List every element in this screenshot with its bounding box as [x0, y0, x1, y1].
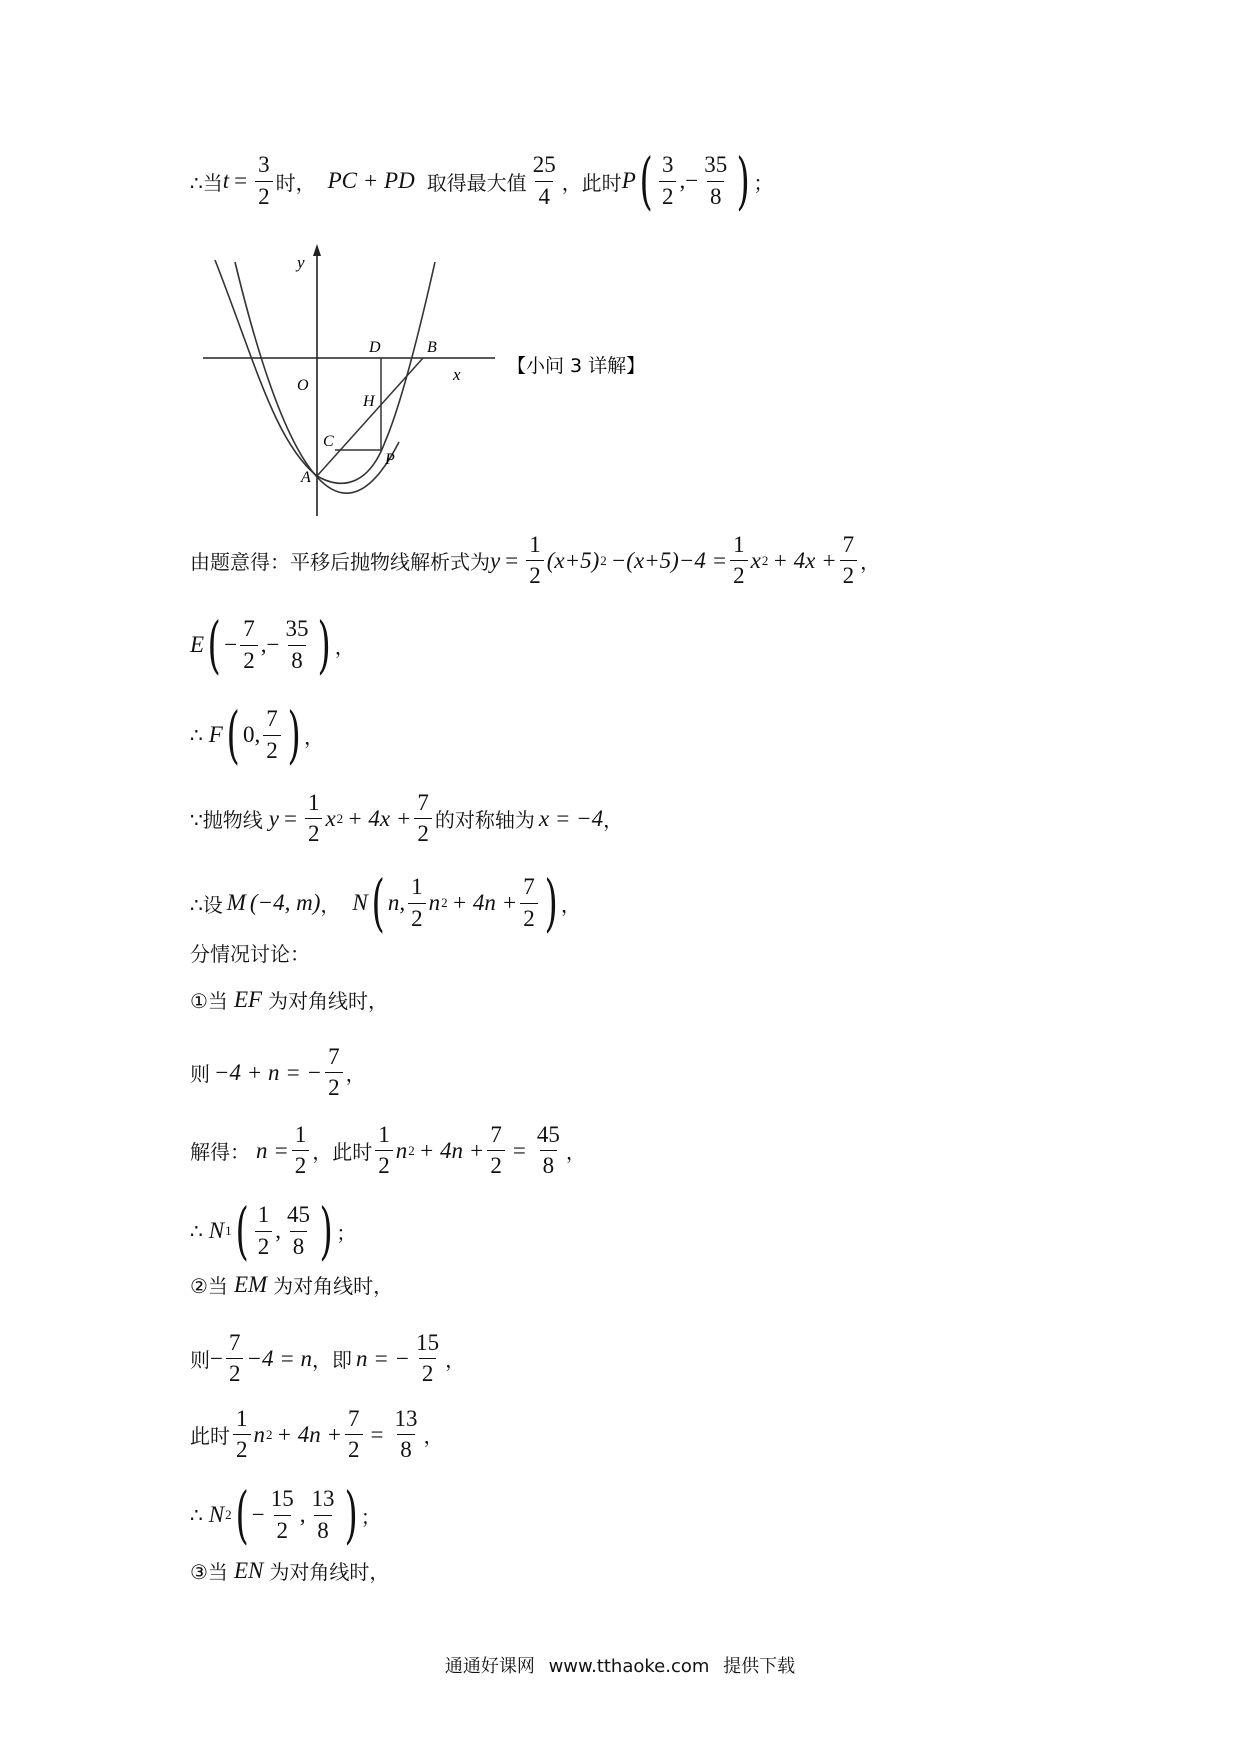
line-case-1-solve: 解得： n = $\frac{1}{2}$ ，此时 $\frac{1}{2}$ n 2 + 4n + $\frac{7}{2}$ = $\frac{45}{8}$ ， — [190, 1122, 586, 1179]
label-y: y — [297, 253, 305, 272]
expression: PC + PD — [327, 168, 415, 193]
line-case-1: ①当 EF 为对角线时， — [190, 986, 389, 1013]
line-N2: ∴ N 2 ( − $\frac{15}{2}$ , $\frac{13}{8}$ ) ； — [190, 1478, 381, 1551]
line-set-M-N: ∴设 M (−4, m) ， N ( n, $\frac{1}{2}$ n 2 + 4n + $\frac{7}{2}$ ) ， — [190, 866, 581, 939]
label-H: H — [363, 393, 375, 410]
text: ∴当 — [190, 170, 223, 195]
line-case-2: ②当 EM 为对角线时， — [190, 1271, 394, 1298]
footer-url[interactable]: www.tthaoke.com — [548, 1656, 710, 1677]
caption-subquestion-3: 【小问 3 详解】 — [507, 355, 646, 377]
fraction: $\frac{3}{2}$ — [659, 152, 677, 210]
fraction: $\frac{3}{2}$ — [255, 152, 273, 210]
line-case-discussion: 分情况讨论： — [190, 942, 310, 966]
line-AB — [317, 358, 423, 476]
footer-site: 通通好课网 — [444, 1656, 535, 1677]
line-point-F: ∴ F ( 0, $\frac{7}{2}$ ) ， — [190, 698, 324, 771]
label-C: C — [323, 433, 334, 450]
y-axis-arrow — [313, 244, 321, 256]
line-max-value: ∴当 t = $\frac{3}{2}$ 时， PC + PD 取得最大值 $\frac{25}{4}$ ，此时 P ( $\frac{3}{2}$ ,− $\frac{35}{8}$ ) ； — [190, 144, 774, 217]
label-D: D — [369, 339, 381, 356]
text: 时， — [275, 170, 316, 195]
text: 由题意得：平移后抛物线解析式为 — [190, 550, 490, 575]
line-case-2-value: 此时 $\frac{1}{2}$ n 2 + 4n + $\frac{7}{2}$ = $\frac{13}{8}$ ， — [190, 1406, 444, 1463]
line-shifted-parabola: 由题意得：平移后抛物线解析式为 y = $\frac{1}{2}$ (x+5) 2 −(x+5)−4 = $\frac{1}{2}$ x 2 + 4x + $\frac{7}{2}$ ， — [190, 532, 881, 589]
footer-action: 提供下载 — [723, 1656, 796, 1677]
var-t: t — [222, 168, 230, 193]
label-O: O — [297, 377, 309, 394]
line-N1: ∴ N 1 ( $\frac{1}{2}$ , $\frac{45}{8}$ ) ； — [190, 1194, 357, 1267]
parabola-figure — [195, 242, 695, 522]
line-point-E: E ( − $\frac{7}{2}$ ,− $\frac{35}{8}$ ) ， — [190, 608, 355, 681]
page-footer — [0, 1652, 1240, 1678]
line-case-1-equation: 则 −4 + n = − $\frac{7}{2}$ ， — [190, 1044, 366, 1101]
line-case-3: ③当 EN 为对角线时， — [190, 1557, 390, 1584]
point-P: P — [621, 168, 636, 193]
label-x: x — [453, 365, 461, 384]
equals: = — [234, 168, 248, 193]
fraction: $\frac{25}{4}$ — [532, 152, 556, 209]
label-B: B — [427, 339, 437, 356]
fraction: $\frac{35}{8}$ — [704, 152, 728, 209]
line-case-2-equation: 则 − $\frac{7}{2}$ −4 = n ，即 n = − $\frac{15}{2}$ ， — [190, 1330, 466, 1387]
label-P: P — [385, 451, 395, 468]
label-A: A — [301, 469, 311, 486]
line-axis-of-symmetry: ∵抛物线 y = $\frac{1}{2}$ x 2 + 4x + $\frac{7}{2}$ 的对称轴为 x = −4 ， — [190, 790, 624, 847]
text: 取得最大值 — [426, 170, 527, 195]
text: ，此时 — [561, 170, 622, 195]
